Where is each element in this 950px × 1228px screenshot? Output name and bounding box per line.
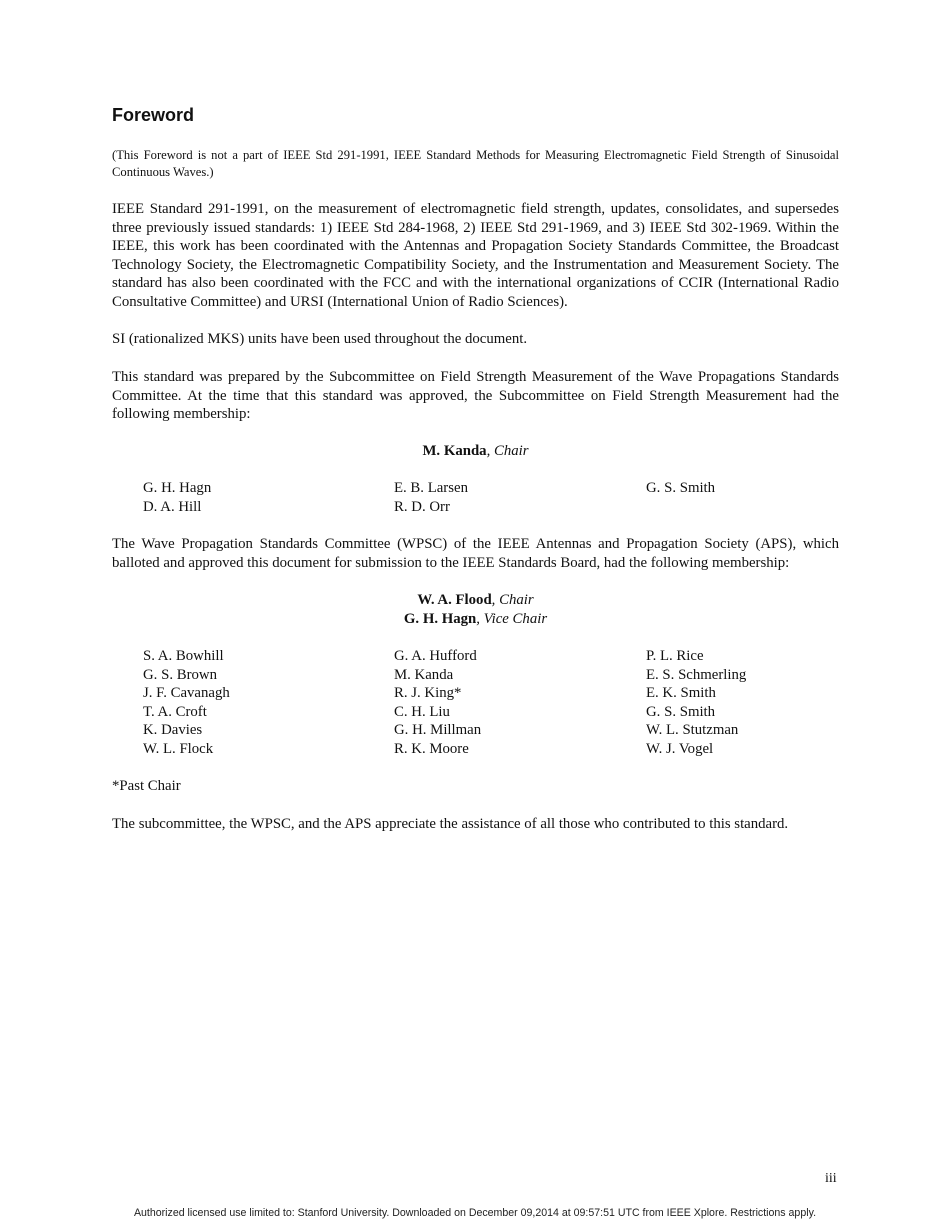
- member-row: [143, 647, 843, 666]
- member-name: W. J. Vogel: [646, 740, 714, 757]
- member-name: R. D. Orr: [394, 498, 450, 515]
- member-row: [143, 666, 843, 685]
- paragraph-overview: IEEE Standard 291-1991, on the measurement of electromagnetic field strength, updates, consolidates, and supersedes three previously issued standards: 1) IEEE Std 284-1968, 2) IEEE Std 291-1969, and 3) IEEE Std 302-1969. Within the IEEE, this work has been coordinated with the Antennas and Propagation Society Standards Committee, the Broadcast Technology Society, the Electromagnetic Compatibility Society, and the Instrumentation and Measurement Society. The standard has also been coordinated with the FCC and with the international organizations of CCIR (International Radio Consultative Committee) and URSI (International Union of Radio Sciences).: [112, 201, 839, 310]
- member-name: W. L. Flock: [143, 740, 214, 757]
- wpsc-member-list: [143, 647, 843, 759]
- wpsc-vice-chair-name: G. H. Hagn: [403, 611, 477, 627]
- subcommittee-member-list: [143, 479, 843, 516]
- subcommittee-chair-name: M. Kanda: [422, 443, 487, 459]
- member-name: E. B. Larsen: [394, 480, 468, 496]
- wpsc-chair: [112, 591, 839, 610]
- member-row: [143, 684, 843, 703]
- wpsc-chair-name: W. A. Flood: [417, 592, 492, 608]
- member-name: R. J. King*: [394, 685, 462, 702]
- member-name: E. S. Schmerling: [646, 666, 747, 683]
- license-footer: Authorized licensed use limited to: Stanford University. Downloaded on December 09,2014 at 09:57:51 UTC from IEEE Xplore. Restrictions apply.: [133, 1207, 817, 1219]
- paragraph-subcommittee: This standard was prepared by the Subcommittee on Field Strength Measurement of the Wave Propagations Standards Committee. At the time that this standard was approved, the Subcommittee on Field Strength Measurement had the following membership:: [112, 369, 839, 423]
- paragraph-acknowledgment: The subcommittee, the WPSC, and the APS appreciate the assistance of all those who contributed to this standard.: [112, 816, 789, 832]
- member-name: C. H. Liu: [394, 703, 450, 720]
- member-name: E. K. Smith: [646, 685, 716, 702]
- past-chair-note: *Past Chair: [112, 778, 181, 794]
- member-name: G. S. Smith: [646, 703, 716, 720]
- member-name: G. H. Millman: [394, 722, 482, 739]
- wpsc-vice-chair: [112, 610, 839, 629]
- subcommittee-chair-role: , Chair: [486, 443, 529, 459]
- wpsc-vice-chair-role: , Vice Chair: [476, 611, 548, 627]
- member-name: G. S. Brown: [143, 666, 217, 683]
- member-name: D. A. Hill: [143, 498, 202, 515]
- foreword-note: (This Foreword is not a part of IEEE Std 291-1991, IEEE Standard Methods for Measuring Electromagnetic Field Strength of Sinusoidal Continuous Waves.): [112, 148, 839, 179]
- member-name: K. Davies: [143, 722, 203, 739]
- member-name: G. H. Hagn: [143, 480, 212, 496]
- member-name: W. L. Stutzman: [646, 722, 739, 739]
- member-name: P. L. Rice: [646, 648, 704, 664]
- paragraph-units: SI (rationalized MKS) units have been used throughout the document.: [112, 331, 528, 347]
- member-row: [143, 740, 843, 759]
- member-row: [143, 721, 843, 740]
- wpsc-chair-role: , Chair: [491, 592, 534, 608]
- member-name: M. Kanda: [394, 666, 454, 683]
- member-name: J. F. Cavanagh: [143, 685, 230, 702]
- member-row: [143, 703, 843, 722]
- page-number: iii: [825, 1171, 837, 1186]
- member-row: [143, 498, 843, 517]
- member-name: T. A. Croft: [143, 703, 207, 720]
- member-name: S. A. Bowhill: [143, 648, 224, 664]
- member-name: G. A. Hufford: [394, 648, 477, 664]
- member-row: [143, 479, 843, 498]
- subcommittee-chair: [112, 442, 839, 461]
- member-name: G. S. Smith: [646, 480, 716, 496]
- paragraph-wpsc: The Wave Propagation Standards Committee (WPSC) of the IEEE Antennas and Propagation Society (APS), which balloted and approved this document for submission to the IEEE Standards Board, had the following membership:: [112, 536, 839, 571]
- member-name: R. K. Moore: [394, 740, 469, 757]
- page-title: Foreword: [112, 105, 195, 125]
